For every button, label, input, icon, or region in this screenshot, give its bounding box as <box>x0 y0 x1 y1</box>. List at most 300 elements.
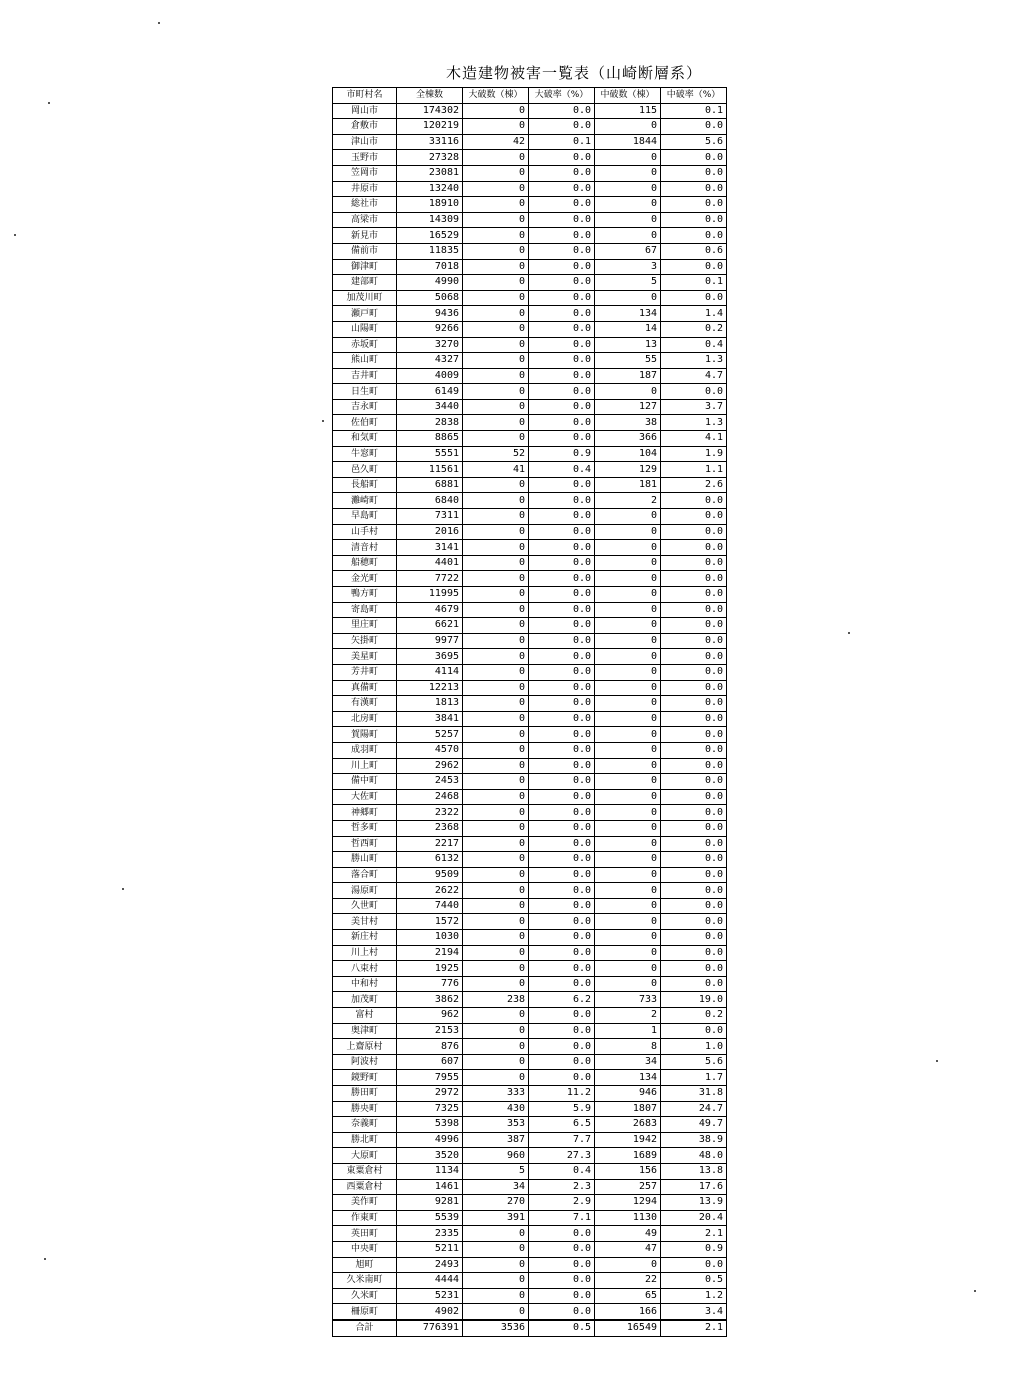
municipality-cell: 柵原町 <box>333 1304 397 1320</box>
table-row <box>333 914 727 930</box>
moderate-damage-rate-cell: 0.0 <box>661 633 727 649</box>
total-label: 合計 <box>333 1320 397 1336</box>
major-damage-rate-cell: 0.0 <box>529 1304 595 1320</box>
moderate-damage-rate-cell: 0.0 <box>661 664 727 680</box>
moderate-damage-count-cell: 0 <box>595 961 661 977</box>
major-damage-count-cell: 0 <box>463 243 529 259</box>
table-row <box>333 618 727 634</box>
moderate-damage-rate-cell: 0.0 <box>661 914 727 930</box>
table-row <box>333 774 727 790</box>
total-buildings-cell: 3520 <box>397 1148 463 1164</box>
table-row <box>333 867 727 883</box>
total-buildings-cell: 5551 <box>397 446 463 462</box>
total-buildings-cell: 11995 <box>397 587 463 603</box>
total-buildings-cell: 4996 <box>397 1132 463 1148</box>
moderate-damage-count-cell: 5 <box>595 275 661 291</box>
major-damage-rate-cell: 0.0 <box>529 1008 595 1024</box>
major-damage-rate-cell: 0.0 <box>529 306 595 322</box>
moderate-damage-count-cell: 0 <box>595 509 661 525</box>
moderate-damage-rate-cell: 0.0 <box>661 774 727 790</box>
major-damage-count-cell: 0 <box>463 337 529 353</box>
municipality-cell: 勝田町 <box>333 1086 397 1102</box>
major-damage-count-cell: 0 <box>463 119 529 135</box>
major-damage-count-cell: 0 <box>463 493 529 509</box>
major-damage-count-cell: 391 <box>463 1210 529 1226</box>
moderate-damage-rate-cell: 1.2 <box>661 1288 727 1304</box>
major-damage-rate-cell: 0.0 <box>529 353 595 369</box>
municipality-cell: 倉敷市 <box>333 119 397 135</box>
total-buildings-cell: 5539 <box>397 1210 463 1226</box>
table-row <box>333 696 727 712</box>
total-buildings-cell: 7325 <box>397 1101 463 1117</box>
municipality-cell: 上齋原村 <box>333 1039 397 1055</box>
major-damage-rate-cell: 0.0 <box>529 415 595 431</box>
major-damage-count-cell: 0 <box>463 727 529 743</box>
municipality-cell: 熊山町 <box>333 353 397 369</box>
municipality-cell: 吉井町 <box>333 368 397 384</box>
major-damage-count-cell: 0 <box>463 555 529 571</box>
major-damage-count-cell: 0 <box>463 1070 529 1086</box>
header-municipality: 市町村名 <box>333 88 397 104</box>
total-buildings-cell: 14309 <box>397 212 463 228</box>
moderate-damage-rate-cell: 38.9 <box>661 1132 727 1148</box>
moderate-damage-count-cell: 2 <box>595 493 661 509</box>
municipality-cell: 御津町 <box>333 259 397 275</box>
moderate-damage-count-cell: 0 <box>595 774 661 790</box>
municipality-cell: 中央町 <box>333 1241 397 1257</box>
major-damage-rate-cell: 0.0 <box>529 275 595 291</box>
moderate-damage-count-cell: 0 <box>595 165 661 181</box>
major-damage-count-cell: 5 <box>463 1163 529 1179</box>
municipality-cell: 久世町 <box>333 898 397 914</box>
major-damage-rate-cell: 0.0 <box>529 883 595 899</box>
table-row <box>333 1273 727 1289</box>
page-title: 木造建物被害一覧表（山崎断層系） <box>446 64 703 82</box>
major-damage-count-cell: 0 <box>463 321 529 337</box>
major-damage-rate-cell: 0.0 <box>529 664 595 680</box>
table-row <box>333 493 727 509</box>
moderate-damage-count-cell: 1807 <box>595 1101 661 1117</box>
table-row <box>333 836 727 852</box>
total-buildings-cell: 7955 <box>397 1070 463 1086</box>
moderate-damage-count-cell: 0 <box>595 742 661 758</box>
moderate-damage-rate-cell: 1.1 <box>661 462 727 478</box>
major-damage-rate-cell: 0.0 <box>529 805 595 821</box>
major-damage-count-cell: 0 <box>463 930 529 946</box>
moderate-damage-count-cell: 0 <box>595 867 661 883</box>
municipality-cell: 山陽町 <box>333 321 397 337</box>
moderate-damage-rate-cell: 0.0 <box>661 384 727 400</box>
major-damage-rate-cell: 0.4 <box>529 1163 595 1179</box>
major-damage-count-cell: 42 <box>463 134 529 150</box>
major-damage-count-cell: 960 <box>463 1148 529 1164</box>
table-row <box>333 1226 727 1242</box>
total-buildings-cell: 27328 <box>397 150 463 166</box>
municipality-cell: 邑久町 <box>333 462 397 478</box>
major-damage-rate-cell: 0.0 <box>529 493 595 509</box>
moderate-damage-rate-cell: 0.0 <box>661 820 727 836</box>
moderate-damage-rate-cell: 1.9 <box>661 446 727 462</box>
moderate-damage-count-cell: 0 <box>595 805 661 821</box>
total-buildings-cell: 2962 <box>397 758 463 774</box>
total-buildings: 776391 <box>397 1320 463 1336</box>
moderate-damage-rate-cell: 0.1 <box>661 275 727 291</box>
moderate-damage-rate-cell: 0.9 <box>661 1241 727 1257</box>
total-buildings-cell: 2194 <box>397 945 463 961</box>
municipality-cell: 灘崎町 <box>333 493 397 509</box>
moderate-damage-rate-cell: 0.0 <box>661 961 727 977</box>
table-row <box>333 134 727 150</box>
municipality-cell: 川上町 <box>333 758 397 774</box>
major-damage-rate-cell: 0.0 <box>529 914 595 930</box>
moderate-damage-rate-cell: 0.0 <box>661 696 727 712</box>
total-buildings-cell: 11835 <box>397 243 463 259</box>
moderate-damage-rate-cell: 0.0 <box>661 290 727 306</box>
total-buildings-cell: 1572 <box>397 914 463 930</box>
table-row <box>333 930 727 946</box>
moderate-damage-count-cell: 733 <box>595 992 661 1008</box>
major-damage-count-cell: 0 <box>463 976 529 992</box>
major-damage-count-cell: 0 <box>463 1008 529 1024</box>
major-damage-count-cell: 0 <box>463 1054 529 1070</box>
major-damage-count-cell: 0 <box>463 1039 529 1055</box>
total-buildings-cell: 7722 <box>397 571 463 587</box>
municipality-cell: 川上村 <box>333 945 397 961</box>
municipality-cell: 成羽町 <box>333 742 397 758</box>
table-row <box>333 1304 727 1320</box>
moderate-damage-rate-cell: 1.4 <box>661 306 727 322</box>
major-damage-rate-cell: 0.0 <box>529 742 595 758</box>
major-damage-rate-cell: 11.2 <box>529 1086 595 1102</box>
table-row <box>333 399 727 415</box>
table-row <box>333 446 727 462</box>
municipality-cell: 賀陽町 <box>333 727 397 743</box>
major-damage-count-cell: 0 <box>463 306 529 322</box>
moderate-damage-count-cell: 0 <box>595 789 661 805</box>
moderate-damage-rate-cell: 0.2 <box>661 1008 727 1024</box>
table-row <box>333 1008 727 1024</box>
major-damage-rate-cell: 0.0 <box>529 555 595 571</box>
moderate-damage-count-cell: 13 <box>595 337 661 353</box>
moderate-damage-count-cell: 0 <box>595 820 661 836</box>
moderate-damage-count-cell: 0 <box>595 852 661 868</box>
table-row <box>333 805 727 821</box>
total-buildings-cell: 6840 <box>397 493 463 509</box>
table-row <box>333 165 727 181</box>
moderate-damage-rate-cell: 19.0 <box>661 992 727 1008</box>
major-damage-count-cell: 0 <box>463 384 529 400</box>
major-damage-rate-cell: 6.5 <box>529 1117 595 1133</box>
total-buildings-cell: 4009 <box>397 368 463 384</box>
major-damage-count-cell: 0 <box>463 1273 529 1289</box>
moderate-damage-rate-cell: 13.8 <box>661 1163 727 1179</box>
major-damage-count-cell: 0 <box>463 664 529 680</box>
municipality-cell: 哲多町 <box>333 820 397 836</box>
municipality-cell: 清音村 <box>333 540 397 556</box>
total-buildings-cell: 12213 <box>397 680 463 696</box>
moderate-damage-count-cell: 65 <box>595 1288 661 1304</box>
table-row <box>333 555 727 571</box>
total-buildings-cell: 2972 <box>397 1086 463 1102</box>
major-damage-rate-cell: 0.0 <box>529 587 595 603</box>
moderate-damage-rate-cell: 0.6 <box>661 243 727 259</box>
total-buildings-cell: 23081 <box>397 165 463 181</box>
municipality-cell: 高梁市 <box>333 212 397 228</box>
total-buildings-cell: 9281 <box>397 1195 463 1211</box>
moderate-damage-count-cell: 1942 <box>595 1132 661 1148</box>
moderate-damage-rate-cell: 0.0 <box>661 852 727 868</box>
major-damage-count-cell: 0 <box>463 228 529 244</box>
moderate-damage-rate-cell: 0.0 <box>661 197 727 213</box>
major-damage-rate-cell: 2.9 <box>529 1195 595 1211</box>
moderate-damage-count-cell: 0 <box>595 587 661 603</box>
total-buildings-cell: 3141 <box>397 540 463 556</box>
moderate-damage-rate-cell: 0.0 <box>661 165 727 181</box>
moderate-damage-count-cell: 0 <box>595 228 661 244</box>
table-row <box>333 633 727 649</box>
total-buildings-cell: 5257 <box>397 727 463 743</box>
major-damage-count-cell: 0 <box>463 399 529 415</box>
total-buildings-cell: 7311 <box>397 509 463 525</box>
major-damage-count-cell: 0 <box>463 477 529 493</box>
municipality-cell: 新見市 <box>333 228 397 244</box>
moderate-damage-count-cell: 67 <box>595 243 661 259</box>
table-row <box>333 1210 727 1226</box>
major-damage-rate-cell: 0.0 <box>529 1023 595 1039</box>
total-buildings-cell: 4444 <box>397 1273 463 1289</box>
moderate-damage-rate-cell: 0.0 <box>661 555 727 571</box>
total-buildings-cell: 4902 <box>397 1304 463 1320</box>
major-damage-rate-cell: 0.9 <box>529 446 595 462</box>
municipality-cell: 大原町 <box>333 1148 397 1164</box>
moderate-damage-count-cell: 166 <box>595 1304 661 1320</box>
moderate-damage-count-cell: 0 <box>595 898 661 914</box>
table-row <box>333 228 727 244</box>
municipality-cell: 船穂町 <box>333 555 397 571</box>
table-row <box>333 898 727 914</box>
major-damage-count-cell: 0 <box>463 150 529 166</box>
major-damage-count-cell: 0 <box>463 103 529 119</box>
municipality-cell: 富村 <box>333 1008 397 1024</box>
moderate-damage-rate-cell: 0.0 <box>661 493 727 509</box>
moderate-damage-count-cell: 0 <box>595 696 661 712</box>
table-row <box>333 540 727 556</box>
moderate-damage-rate-cell: 0.0 <box>661 181 727 197</box>
major-damage-count-cell: 0 <box>463 1288 529 1304</box>
moderate-damage-rate-cell: 0.0 <box>661 119 727 135</box>
damage-table-container <box>332 87 727 1337</box>
total-buildings-cell: 16529 <box>397 228 463 244</box>
municipality-cell: 哲西町 <box>333 836 397 852</box>
municipality-cell: 玉野市 <box>333 150 397 166</box>
major-damage-rate-cell: 0.0 <box>529 867 595 883</box>
table-header-row <box>333 88 727 104</box>
major-damage-rate-cell: 0.0 <box>529 820 595 836</box>
table-row <box>333 649 727 665</box>
moderate-damage-count-cell: 0 <box>595 290 661 306</box>
major-damage-rate-cell: 0.0 <box>529 774 595 790</box>
moderate-damage-count-cell: 55 <box>595 353 661 369</box>
municipality-cell: 加茂川町 <box>333 290 397 306</box>
moderate-damage-count-cell: 0 <box>595 945 661 961</box>
municipality-cell: 中和村 <box>333 976 397 992</box>
major-damage-count-cell: 238 <box>463 992 529 1008</box>
municipality-cell: 真備町 <box>333 680 397 696</box>
total-buildings-cell: 2153 <box>397 1023 463 1039</box>
total-buildings-cell: 9977 <box>397 633 463 649</box>
moderate-damage-rate-cell: 0.0 <box>661 150 727 166</box>
total-buildings-cell: 3695 <box>397 649 463 665</box>
major-damage-rate-cell: 0.0 <box>529 571 595 587</box>
total-moderate-damage-count: 16549 <box>595 1320 661 1336</box>
moderate-damage-rate-cell: 0.0 <box>661 680 727 696</box>
table-row <box>333 1257 727 1273</box>
moderate-damage-rate-cell: 0.0 <box>661 649 727 665</box>
total-buildings-cell: 2622 <box>397 883 463 899</box>
moderate-damage-count-cell: 0 <box>595 758 661 774</box>
moderate-damage-rate-cell: 48.0 <box>661 1148 727 1164</box>
moderate-damage-count-cell: 257 <box>595 1179 661 1195</box>
table-row <box>333 789 727 805</box>
municipality-cell: 美星町 <box>333 649 397 665</box>
moderate-damage-rate-cell: 0.0 <box>661 602 727 618</box>
major-damage-count-cell: 0 <box>463 805 529 821</box>
table-row <box>333 337 727 353</box>
total-buildings-cell: 5068 <box>397 290 463 306</box>
major-damage-count-cell: 0 <box>463 898 529 914</box>
major-damage-rate-cell: 0.0 <box>529 509 595 525</box>
moderate-damage-rate-cell: 1.0 <box>661 1039 727 1055</box>
major-damage-count-cell: 0 <box>463 1023 529 1039</box>
municipality-cell: 新庄村 <box>333 930 397 946</box>
major-damage-count-cell: 0 <box>463 290 529 306</box>
major-damage-rate-cell: 0.0 <box>529 1070 595 1086</box>
total-row <box>333 1320 727 1336</box>
header-major-damage-count: 大破数（棟） <box>463 88 529 104</box>
moderate-damage-rate-cell: 1.7 <box>661 1070 727 1086</box>
total-buildings-cell: 7440 <box>397 898 463 914</box>
major-damage-rate-cell: 0.0 <box>529 852 595 868</box>
moderate-damage-count-cell: 0 <box>595 212 661 228</box>
moderate-damage-count-cell: 0 <box>595 1257 661 1273</box>
moderate-damage-count-cell: 0 <box>595 711 661 727</box>
table-row <box>333 1101 727 1117</box>
total-buildings-cell: 3862 <box>397 992 463 1008</box>
municipality-cell: 奈義町 <box>333 1117 397 1133</box>
table-row <box>333 119 727 135</box>
moderate-damage-count-cell: 0 <box>595 727 661 743</box>
municipality-cell: 美甘村 <box>333 914 397 930</box>
moderate-damage-count-cell: 366 <box>595 431 661 447</box>
total-buildings-cell: 2335 <box>397 1226 463 1242</box>
major-damage-count-cell: 0 <box>463 1304 529 1320</box>
moderate-damage-rate-cell: 0.2 <box>661 321 727 337</box>
major-damage-rate-cell: 0.0 <box>529 228 595 244</box>
major-damage-rate-cell: 0.0 <box>529 212 595 228</box>
table-row <box>333 680 727 696</box>
table-row <box>333 727 727 743</box>
table-row <box>333 1163 727 1179</box>
total-buildings-cell: 6132 <box>397 852 463 868</box>
total-buildings-cell: 33116 <box>397 134 463 150</box>
major-damage-rate-cell: 27.3 <box>529 1148 595 1164</box>
total-buildings-cell: 11561 <box>397 462 463 478</box>
major-damage-rate-cell: 0.0 <box>529 477 595 493</box>
major-damage-rate-cell: 0.1 <box>529 134 595 150</box>
moderate-damage-count-cell: 0 <box>595 633 661 649</box>
moderate-damage-count-cell: 946 <box>595 1086 661 1102</box>
major-damage-count-cell: 270 <box>463 1195 529 1211</box>
municipality-cell: 大佐町 <box>333 789 397 805</box>
municipality-cell: 里庄町 <box>333 618 397 634</box>
total-buildings-cell: 6881 <box>397 477 463 493</box>
major-damage-count-cell: 0 <box>463 696 529 712</box>
total-buildings-cell: 776 <box>397 976 463 992</box>
moderate-damage-rate-cell: 4.1 <box>661 431 727 447</box>
municipality-cell: 勝北町 <box>333 1132 397 1148</box>
total-buildings-cell: 1925 <box>397 961 463 977</box>
moderate-damage-count-cell: 0 <box>595 384 661 400</box>
municipality-cell: 芳井町 <box>333 664 397 680</box>
total-buildings-cell: 5231 <box>397 1288 463 1304</box>
total-moderate-damage-rate: 2.1 <box>661 1320 727 1336</box>
total-buildings-cell: 4570 <box>397 742 463 758</box>
major-damage-count-cell: 333 <box>463 1086 529 1102</box>
table-row <box>333 571 727 587</box>
municipality-cell: 佐伯町 <box>333 415 397 431</box>
major-damage-count-cell: 0 <box>463 742 529 758</box>
moderate-damage-count-cell: 38 <box>595 415 661 431</box>
moderate-damage-rate-cell: 2.6 <box>661 477 727 493</box>
total-buildings-cell: 120219 <box>397 119 463 135</box>
total-buildings-cell: 5211 <box>397 1241 463 1257</box>
major-damage-rate-cell: 0.0 <box>529 368 595 384</box>
municipality-cell: 笠岡市 <box>333 165 397 181</box>
moderate-damage-count-cell: 0 <box>595 836 661 852</box>
total-buildings-cell: 2453 <box>397 774 463 790</box>
major-damage-rate-cell: 0.0 <box>529 259 595 275</box>
moderate-damage-rate-cell: 0.0 <box>661 805 727 821</box>
total-buildings-cell: 1461 <box>397 1179 463 1195</box>
major-damage-rate-cell: 0.0 <box>529 680 595 696</box>
table-row <box>333 742 727 758</box>
major-damage-count-cell: 0 <box>463 836 529 852</box>
major-damage-count-cell: 0 <box>463 711 529 727</box>
municipality-cell: 金光町 <box>333 571 397 587</box>
total-major-damage-rate: 0.5 <box>529 1320 595 1336</box>
moderate-damage-rate-cell: 31.8 <box>661 1086 727 1102</box>
total-buildings-cell: 174302 <box>397 103 463 119</box>
moderate-damage-rate-cell: 0.4 <box>661 337 727 353</box>
major-damage-count-cell: 0 <box>463 852 529 868</box>
municipality-cell: 鏡野町 <box>333 1070 397 1086</box>
major-damage-count-cell: 0 <box>463 509 529 525</box>
major-damage-count-cell: 0 <box>463 524 529 540</box>
total-buildings-cell: 8865 <box>397 431 463 447</box>
moderate-damage-rate-cell: 0.0 <box>661 898 727 914</box>
table-row <box>333 353 727 369</box>
major-damage-rate-cell: 0.0 <box>529 1257 595 1273</box>
moderate-damage-rate-cell: 0.0 <box>661 727 727 743</box>
major-damage-rate-cell: 0.0 <box>529 727 595 743</box>
header-major-damage-rate: 大破率（%） <box>529 88 595 104</box>
total-buildings-cell: 6149 <box>397 384 463 400</box>
table-row <box>333 711 727 727</box>
table-row <box>333 415 727 431</box>
moderate-damage-rate-cell: 24.7 <box>661 1101 727 1117</box>
total-buildings-cell: 18910 <box>397 197 463 213</box>
municipality-cell: 瀬戸町 <box>333 306 397 322</box>
